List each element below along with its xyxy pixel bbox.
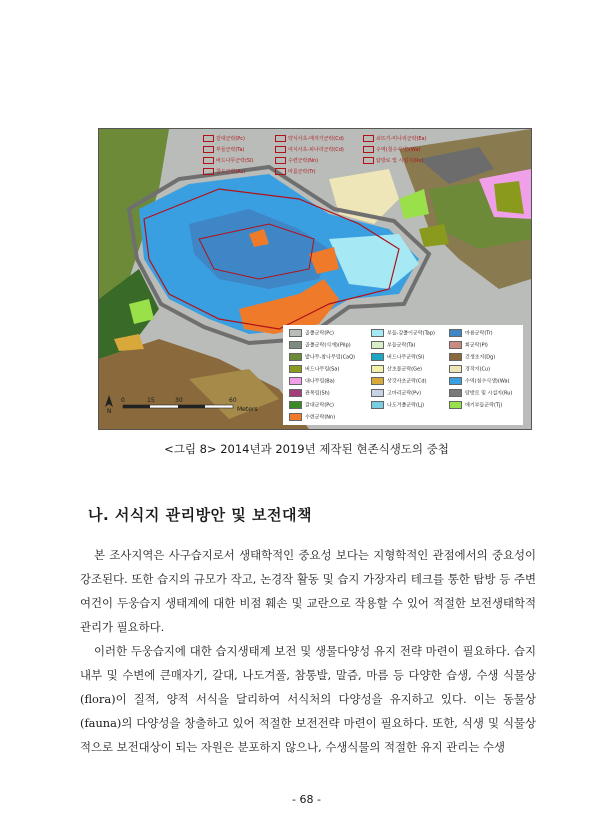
legend-swatch (371, 401, 384, 409)
legend-label: 관목림(Sh) (305, 390, 330, 397)
scale-graphic (103, 393, 263, 417)
legend-item (371, 329, 435, 337)
legend-top-item: 약식사초-매자기군락(Cd) (275, 135, 344, 142)
map-legend (283, 325, 523, 425)
legend-label: 밭나무-참나무림(CaQ) (305, 354, 356, 361)
legend-top-item: 수역(침수식생)(Wa) (363, 146, 420, 153)
legend-swatch (449, 353, 462, 361)
legend-top-item: 부들군락(Ta) (203, 146, 245, 153)
legend-swatch (371, 365, 384, 373)
legend-top-item: 여식사초-피나리군락(Cd) (275, 146, 344, 153)
legend-item (289, 365, 339, 373)
legend-label: 부들군락(Ta) (387, 342, 416, 349)
legend-swatch (449, 389, 462, 397)
legend-swatch (371, 353, 384, 361)
body-text (80, 543, 536, 759)
legend-label: 골풀군락(식재)(Pilp) (305, 342, 351, 349)
legend-top-item: 쇠뜨기-미나리군락(Ea) (363, 135, 427, 142)
legend-item (449, 353, 495, 361)
legend-swatch (289, 389, 302, 397)
legend-top-item: 참도군락(Ac) (203, 168, 245, 175)
legend-item (449, 365, 490, 373)
legend-top-item: 수련군락(Nn) (275, 157, 318, 164)
legend-swatch (289, 329, 302, 337)
legend-item (449, 389, 512, 397)
legend-item (371, 353, 424, 361)
paragraph: 본 조사지역은 사구습지로서 생태학적인 중요성 보다는 지형학적인 관점에서의 중요성이 강조된다. 또한 습지의 규모가 작고, 논경작 활동 및 습지 가장자리 테크를 통한 탐방 등 주변 여건이 두웅습지 생태계에 대한 비점 훼손 및 교란으로 작용할 수 있어 적절한 보전생태학적 관리가 필요하다. (80, 548, 536, 634)
legend-top-item: 갈대군락(Pc) (203, 135, 245, 142)
legend-swatch (371, 341, 384, 349)
legend-swatch (289, 401, 302, 409)
north-arrow-icon (105, 395, 113, 407)
scale-tick: 0 (121, 397, 125, 404)
scale-unit: Meters (237, 406, 258, 413)
legend-label: 버드나무림(Sa) (305, 366, 340, 373)
legend-swatch (449, 377, 462, 385)
legend-label: 애기부들군락(Tj) (465, 402, 503, 409)
legend-label: 삿갓사초군락(Cd) (387, 378, 427, 385)
paragraph: 이러한 두웅습지에 대한 습지생태계 보전 및 생물다양성 유지 전략 마련이 필요하다. 습지 내부 및 수변에 큰매자기, 갈대, 나도겨풀, 참통발, 말즘, 마름 등 다양한 습생, 수생 식물상(flora)이 질적, 양적 서식을 달리하여 서식처의 다양성을 유지하고 있다. 이는 동물상(fauna)의 다양성을 창출하고 있어 적절한 보전전략 마련이 필요하다. 또한, 식생 및 식물상적으로 보전대상이 되는 자원은 분포하지 않으나, 수생식물의 적절한 유지 관리는 수생 (80, 644, 536, 754)
legend-item (289, 341, 351, 349)
page-number: - 68 - (292, 793, 321, 806)
legend-swatch (289, 413, 302, 421)
legend-swatch (449, 341, 462, 349)
legend-label: 갈대군락(Pc) (305, 402, 334, 409)
legend-label: 대나무림(Ba) (305, 378, 335, 385)
legend-item (289, 377, 335, 385)
legend-swatch (289, 377, 302, 385)
legend-item (371, 389, 421, 397)
legend-label: 골풀군락(Pc) (305, 330, 334, 337)
legend-label: 수역(침수식생)(Wa) (465, 378, 510, 385)
legend-label: 건생초지(Dg) (465, 354, 496, 361)
legend-item (371, 401, 424, 409)
legend-item (371, 365, 422, 373)
legend-swatch (371, 377, 384, 385)
scale-tick: 15 (147, 397, 155, 404)
legend-top-item: 탐방로 및 시설지(Ru) (363, 157, 423, 164)
legend-label: 마름군락(Tr) (465, 330, 493, 337)
legend-item (289, 413, 335, 421)
legend-label: 고마리군락(Pv) (387, 390, 422, 397)
figure-caption: <그림 8> 2014년과 2019년 제작된 현존식생도의 중첩 (164, 442, 449, 456)
legend-label: 부들-갈풀이군락(Tap) (387, 330, 435, 337)
legend-item (449, 377, 509, 385)
legend-swatch (449, 401, 462, 409)
legend-swatch (371, 329, 384, 337)
legend-label: 수련군락(Nn) (305, 414, 336, 421)
legend-swatch (449, 365, 462, 373)
legend-item (449, 341, 488, 349)
legend-item (449, 401, 502, 409)
legend-swatch (289, 365, 302, 373)
legend-label: 버드나무군락(Sl) (387, 354, 425, 361)
legend-top-item: 버드나무군락(Sl) (203, 157, 253, 164)
legend-item (289, 353, 355, 361)
legend-item (371, 341, 416, 349)
legend-label: 회군락(Pl) (465, 342, 488, 349)
legend-swatch (289, 341, 302, 349)
legend-label: 나도겨풀군락(Lj) (387, 402, 425, 409)
legend-item (371, 377, 427, 385)
north-label: N (107, 408, 112, 415)
legend-top-item: 마름군락(Tr) (275, 168, 316, 175)
legend-swatch (371, 389, 384, 397)
legend-item (449, 329, 493, 337)
vegetation-map (98, 128, 532, 430)
legend-item (289, 329, 334, 337)
legend-label: 탐방로 및 시설지(Ru) (465, 390, 513, 397)
scale-tick: 60 (229, 397, 237, 404)
legend-item (289, 401, 334, 409)
scale-tick: 30 (175, 397, 183, 404)
section-title: 나. 서식지 관리방안 및 보전대책 (88, 506, 312, 524)
legend-swatch (289, 353, 302, 361)
legend-label: 산초물군락(Ge) (387, 366, 423, 373)
legend-item (289, 389, 330, 397)
legend-label: 경작지(Cu) (465, 366, 491, 373)
legend-swatch (449, 329, 462, 337)
